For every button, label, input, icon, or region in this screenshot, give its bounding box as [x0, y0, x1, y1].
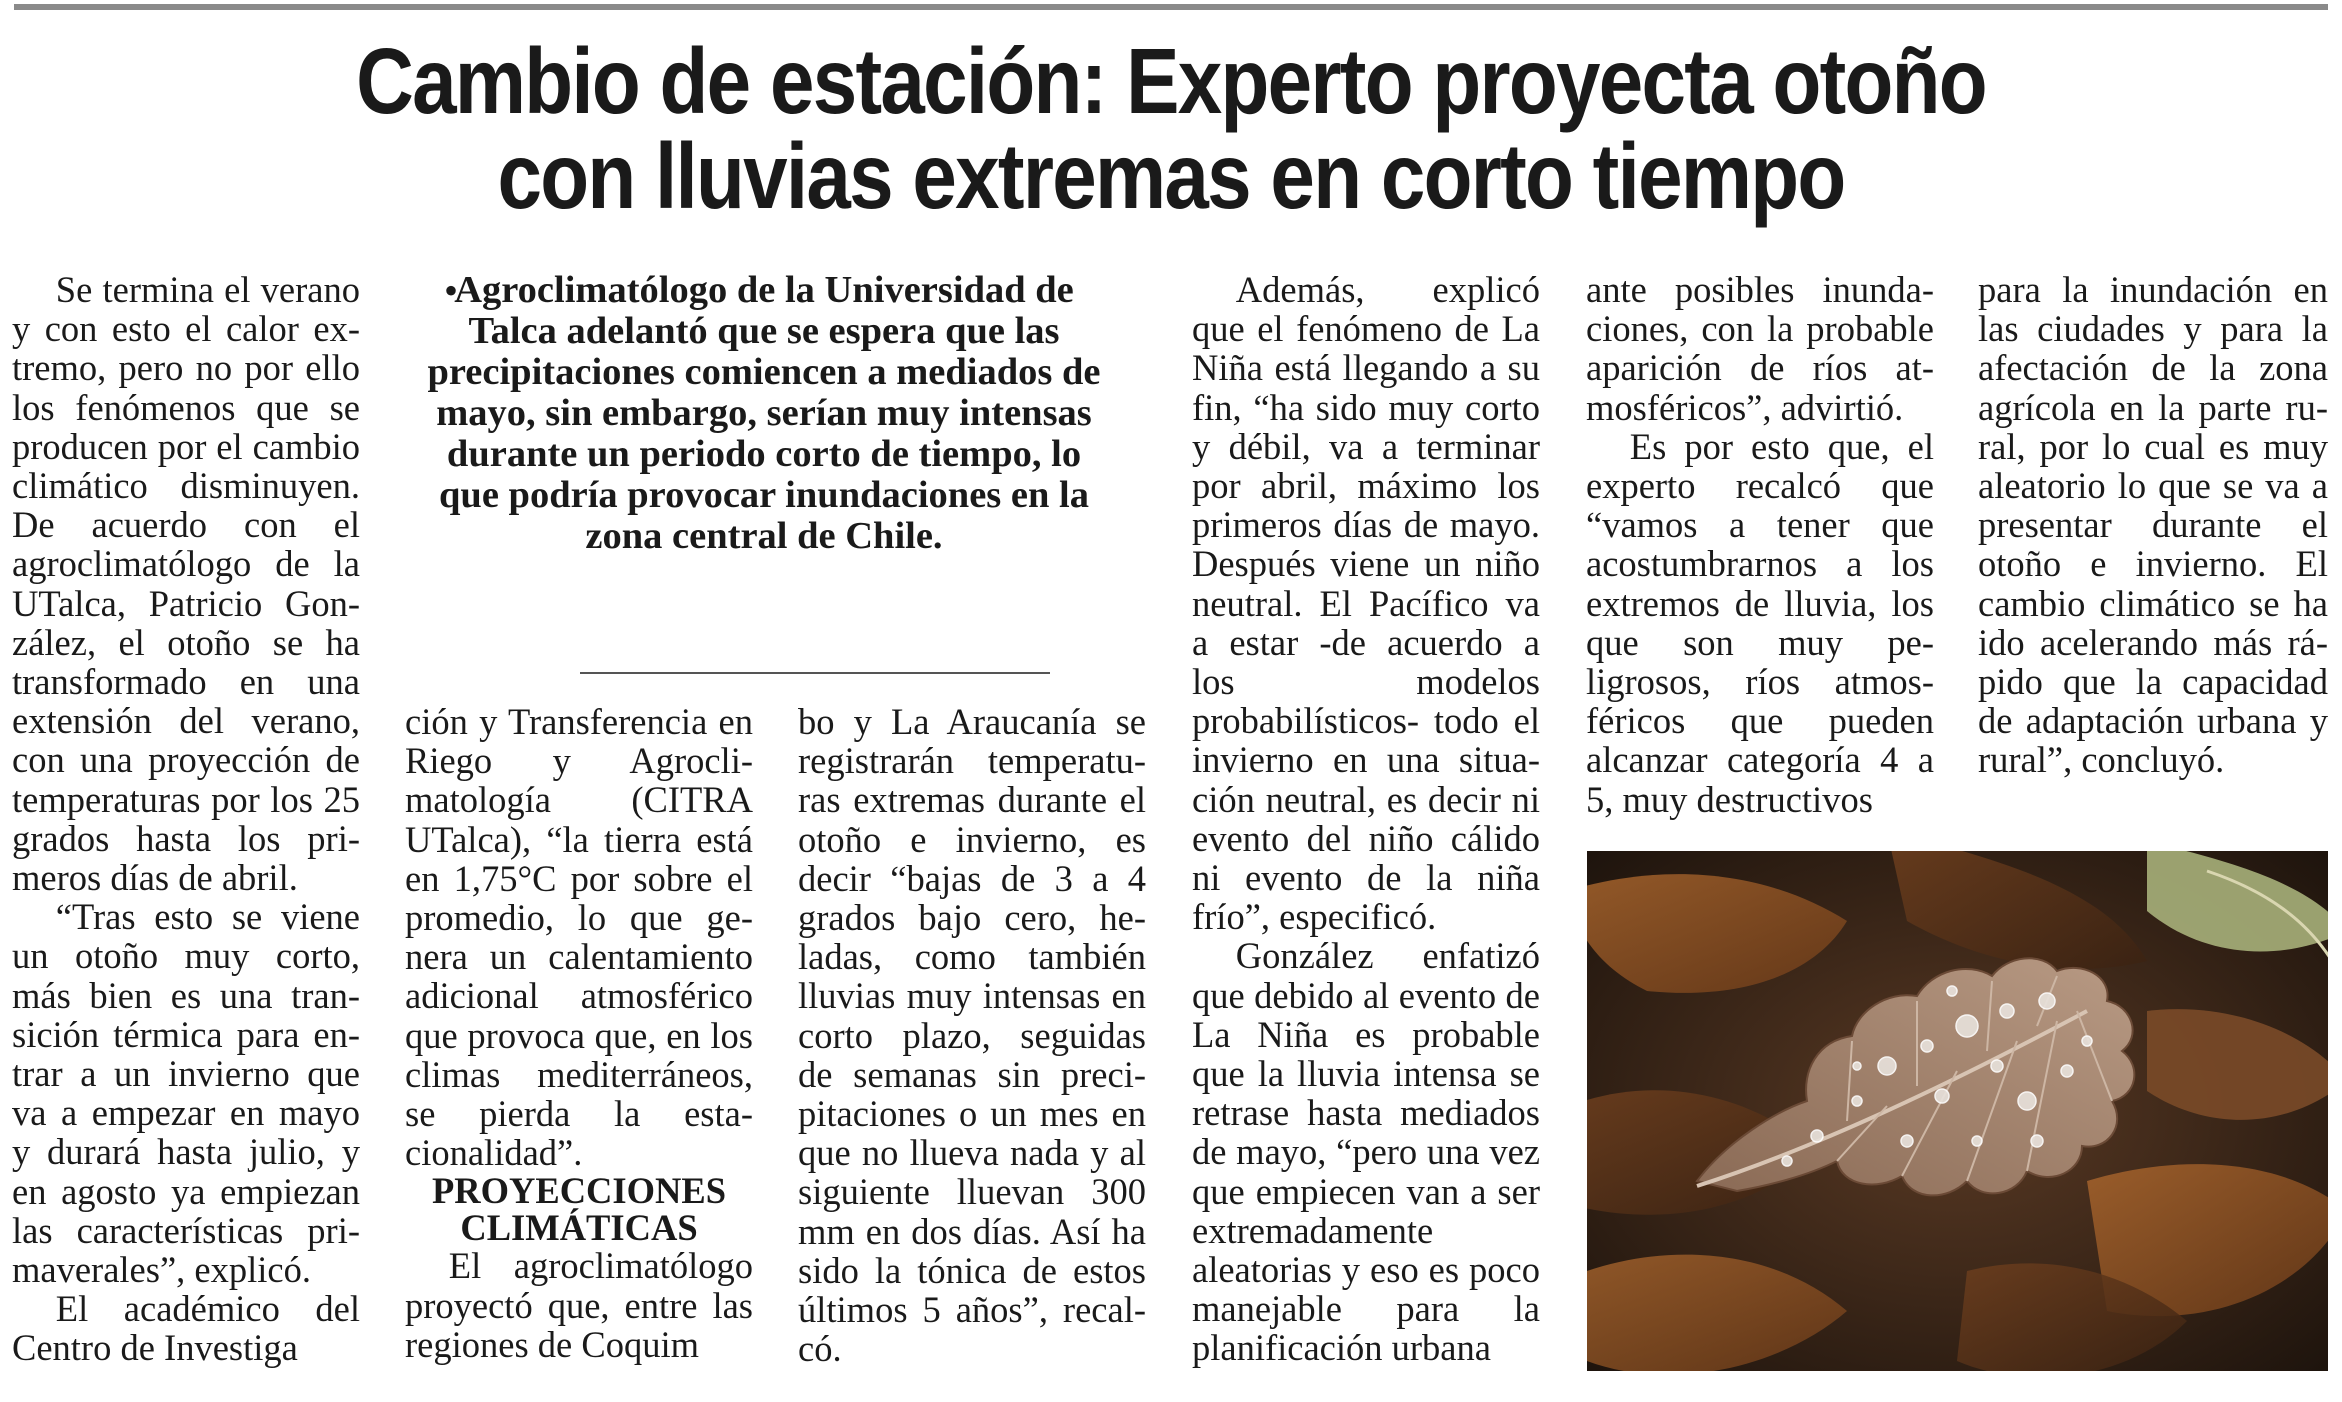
- column-3: [798, 702, 1146, 1368]
- paragraph: El académico del Centro de Investiga: [12, 1288, 360, 1369]
- headline-line-2: con lluvias extremas en corto tiempo: [497, 124, 1845, 228]
- column-2: [405, 702, 753, 1364]
- section-subhead: PROYECCIONES CLIMÁTICAS: [431, 1170, 727, 1249]
- paragraph: bo y La Araucanía se registrarán temperaturas extremas durante el otoño e invierno, es decir “bajas de 3 a 4 grados bajo cero, heladas, como también lluvias muy intensas en corto plazo, seguidas de semanas sin precipitaciones o un mes en que no llueva nada y al siguiente lluevan 300 mm en dos días. Así ha sido la tónica de estos últimos 5 años”, recalcó.: [798, 701, 1146, 1370]
- paragraph: ción y Transferencia en Riego y Agroclimatología (CITRA UTalca), “la tierra está en 1,75°C por sobre el promedio, lo que genera un calentamiento adicional atmosférico que provoca que, en los climas mediterráneos, se pierda la estacionalidad”.: [405, 701, 753, 1174]
- paragraph: González enfatizó que debido al evento de La Niña es probable que la lluvia intensa se retrase hasta mediados de mayo, “pero una vez que empiecen van a ser extremadamente aleatorias y eso es poco manejable para la planificación urbana: [1192, 935, 1540, 1369]
- column-5: [1586, 270, 1934, 819]
- column-6: [1978, 270, 2328, 780]
- paragraph: ante posibles inundaciones, con la probable aparición de ríos atmosféricos”, advirtió.: [1586, 269, 1934, 428]
- top-rule: [14, 4, 2328, 10]
- paragraph: “Tras esto se viene un otoño muy corto, más bien es una transición térmica para entrar a un invierno que va a empezar en mayo y durará hasta julio, y en agosto ya empiezan las características primaverales”, explicó.: [12, 896, 360, 1291]
- headline-line-1: Cambio de estación: Experto proyecta otoño: [356, 29, 1986, 133]
- column-1: [12, 270, 360, 1368]
- wet-autumn-leaves-photo: [1587, 851, 2328, 1371]
- lead-summary: Agroclimatólogo de la Universidad de Talca adelantó que se espera que las precipitaciones comiencen a mediados de mayo, sin embargo, serían muy intensas durante un periodo corto de tiempo, lo que podría provocar inundaciones en la zona central de Chile.: [427, 269, 1101, 557]
- paragraph: Es por esto que, el experto recalcó que “vamos a tener que acostumbrarnos a los extremos de lluvia, los que son muy peligrosos, ríos atmosféricos que pueden alcanzar categoría 4 a 5, muy destructivos: [1586, 425, 1934, 820]
- paragraph: para la inundación en las ciudades y para la afectación de la zona agrícola en la parte rural, por lo cual es muy aleatorio lo que se va a presentar durante el otoño e invierno. El cambio climático se ha ido acelerando más rápido que la capacidad de adaptación urbana y rural”, concluyó.: [1978, 269, 2328, 781]
- paragraph: El agroclimatólogo proyectó que, entre las regiones de Coquim: [405, 1245, 753, 1365]
- bullet-icon: •: [444, 268, 459, 313]
- paragraph: Además, explicó que el fenómeno de La Niña está llegando a su fin, “ha sido muy corto y débil, va a terminar por abril, máximo los primeros días de mayo. Después viene un niño neutral. El Pacífico va a estar -de acuerdo a los modelos probabilísticos- todo el invierno en una situación neutral, es decir ni evento del niño cálido ni evento de la niña frío”, especificó.: [1192, 269, 1540, 938]
- paragraph: Se termina el verano y con esto el calor extremo, pero no por ello los fenómenos que se producen por el cambio climático disminuyen. De acuerdo con el agroclimatólogo de la UTalca, Patricio González, el otoño se ha transformado en una extensión del verano, con una proyección de temperaturas por los 25 grados hasta los primeros días de abril.: [12, 269, 360, 899]
- divider: [580, 672, 1050, 674]
- column-4: [1192, 270, 1540, 1368]
- headline: [164, 29, 2178, 228]
